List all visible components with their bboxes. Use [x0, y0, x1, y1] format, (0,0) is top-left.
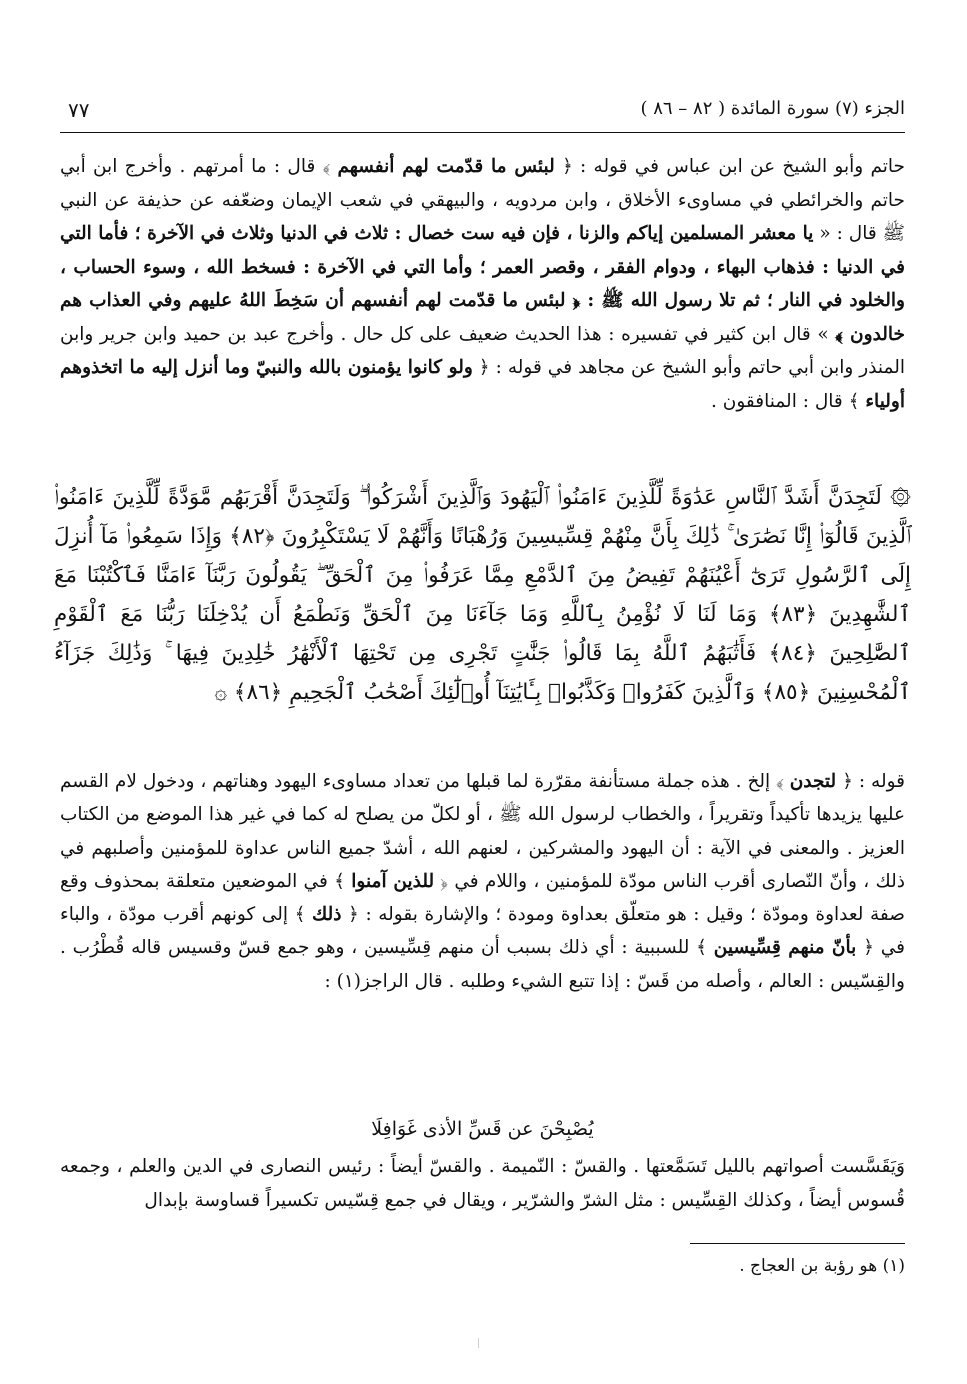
footnote-divider [690, 1243, 905, 1244]
page-number: ٧٧ [68, 98, 90, 122]
paper-mark [478, 1338, 479, 1348]
bold-quote: ولو كانوا يؤمنون بالله والنبيّ وما أنزل إليه ما اتخذوهم أولياء [60, 357, 905, 412]
text-span: ﴾ إلى كونهم أقرب مودّة ، والباء في ﴿ [60, 904, 906, 959]
footnote: (١) هو رؤبة بن العجاج . [739, 1256, 905, 1276]
bold-hadith: يا معشر المسلمين إياكم والزنا ، فإن فيه ست خصال : ثلاث في الدنيا وثلاث في الآخرة ؛ فأما التي في الدنيا : فذهاب البهاء ، ودوام الفقر ، وقصر العمر ؛ وأما التي في الآخرة : فسخط الله ، وسوء الحساب ، والخلود في النار ؛ ثم تلا رسول الله ﷺ : ﴿ لبئس ما قدّمت لهم أنفسهم أن سَخِطَ اللهُ عليهم وفي العذاب هم خالدون ﴾ [60, 223, 905, 345]
text-span: قوله : ﴿ [836, 771, 905, 792]
commentary-paragraph-1 [60, 150, 905, 418]
text-span: ﴾ قال : ما أمرتهم . وأخرج ابن أبي حاتم والخرائطي في مساوىء الأخلاق ، وابن مردويه ، والبيهقي في شعب الإيمان وضعّفه عن حذيفة عن النبي ﷺ قال : « [60, 156, 905, 244]
commentary-paragraph-3: وَيَقَسَّست أصواتهم بالليل تَسَمَّعتها . والقسّ : النّميمة . والقسّ أيضاً : رئيس النصارى في الدين والعلم ، وجمعه قُسوس أيضاً ، وكذلك القِسِّيس : مثل الشرّ والشرّير ، ويقال في جمع قِسّيس تكسيراً قساوسة بإبدال [60, 1156, 905, 1211]
text-span: ﴾ إلخ . هذه جملة مستأنفة مقرّرة لما قبلها من تعداد مساوىء اليهود وهناتهم ، ودخول لام القسم عليها يزيدها تأكيداً وتقريراً ، والخطاب لرسول الله ﷺ ، أو لكلّ من يصلح له كما في غير هذا الموضع من الكتاب العزيز . والمعنى في الآية : أن اليهود والمشركين ، لعنهم الله ، أشدّ جميع الناس عداوة للمؤمنين وأصلبهم في ذلك ، وأنّ النّصارى أقرب الناس مودّة للمؤمنين ، واللام في ﴿ [60, 771, 905, 892]
bold-quote: لبئس ما قدّمت لهم أنفسهم [337, 156, 555, 177]
text-span: ﴾ في الموضعين متعلقة بمحذوف وقع صفة لعداوة ومودّة ؛ وقيل : هو متعلّق بعداوة ومودة ؛ والإشارة بقوله : ﴿ [60, 870, 905, 926]
bold-quote: للذين آمنوا [351, 870, 435, 892]
text-span: حاتم وأبو الشيخ عن ابن عباس في قوله : ﴿ [554, 156, 905, 177]
text-span: ﴾ للسببية : أي ذلك بسبب أن منهم قِسِّيسين ، وهو جمع قسّ وقسيس قاله قُطْرُب . والقِسّيس : العالم ، وأصله من قَسّ : إذا تتبع الشيء وطلبه . قال الراجز(١) : [60, 937, 905, 992]
poetry-verse: يُصْبِحْنَ عن قَسِّ الأذى غَوَافِلَا [371, 1118, 594, 1140]
bold-quote: ذلك [312, 904, 342, 926]
page-header [60, 96, 905, 133]
running-title: الجزء (٧) سورة المائدة ( ٨٢ – ٨٦ ) [640, 98, 905, 119]
text-span: » قال ابن كثير في تفسيره : هذا الحديث ضعيف على كل حال . وأخرج عبد بن حميد وابن جرير وابن المنذر وابن أبي حاتم وأبو الشيخ عن مجاهد في قوله : ﴿ [60, 323, 905, 378]
bold-quote: لتجدن [789, 771, 837, 792]
text-span: ﴾ قال : المنافقون . [711, 390, 866, 412]
commentary-paragraph-2 [60, 765, 905, 998]
bold-quote: بأنّ منهم قِسِّيسين [713, 937, 857, 959]
quran-verses-block: ۞ لَتَجِدَنَّ أَشَدَّ ٱلنَّاسِ عَدَٰوَةً لِّلَّذِينَ ءَامَنُوا۟ ٱلْيَهُودَ وَٱلَّذِينَ أَشْرَكُوا۟ ۖ وَلَتَجِدَنَّ أَقْرَبَهُم مَّوَدَّةً لِّلَّذِينَ ءَامَنُوا۟ ٱلَّذِينَ قَالُوٓا۟ إِنَّا نَصَٰرَىٰ ۚ ذَٰلِكَ بِأَنَّ مِنْهُمْ قِسِّيسِينَ وَرُهْبَانًا وَأَنَّهُمْ لَا يَسْتَكْبِرُونَ ﴿٨٢﴾ وَإِذَا سَمِعُوا۟ مَآ أُنزِلَ إِلَى ٱلرَّسُولِ تَرَىٰٓ أَعْيُنَهُمْ تَفِيضُ مِنَ ٱلدَّمْعِ مِمَّا عَرَفُوا۟ مِنَ ٱلْحَقِّ ۖ يَقُولُونَ رَبَّنَآ ءَامَنَّا فَٱكْتُبْنَا مَعَ ٱلشَّٰهِدِينَ ﴿٨٣﴾ وَمَا لَنَا لَا نُؤْمِنُ بِٱللَّهِ وَمَا جَآءَنَا مِنَ ٱلْحَقِّ وَنَطْمَعُ أَن يُدْخِلَنَا رَبُّنَا مَعَ ٱلْقَوْمِ ٱلصَّٰلِحِينَ ﴿٨٤﴾ فَأَثَٰبَهُمُ ٱللَّهُ بِمَا قَالُوا۟ جَنَّٰتٍ تَجْرِى مِن تَحْتِهَا ٱلْأَنْهَٰرُ خَٰلِدِينَ فِيهَا ۚ وَذَٰلِكَ جَزَآءُ ٱلْمُحْسِنِينَ ﴿٨٥﴾ وَٱلَّذِينَ كَفَرُوا۟ وَكَذَّبُوا۟ بِـَٔايَٰتِنَآ أُو۟لَٰٓئِكَ أَصْحَٰبُ ٱلْجَحِيمِ ﴿٨٦﴾ ۞ [54, 485, 911, 705]
